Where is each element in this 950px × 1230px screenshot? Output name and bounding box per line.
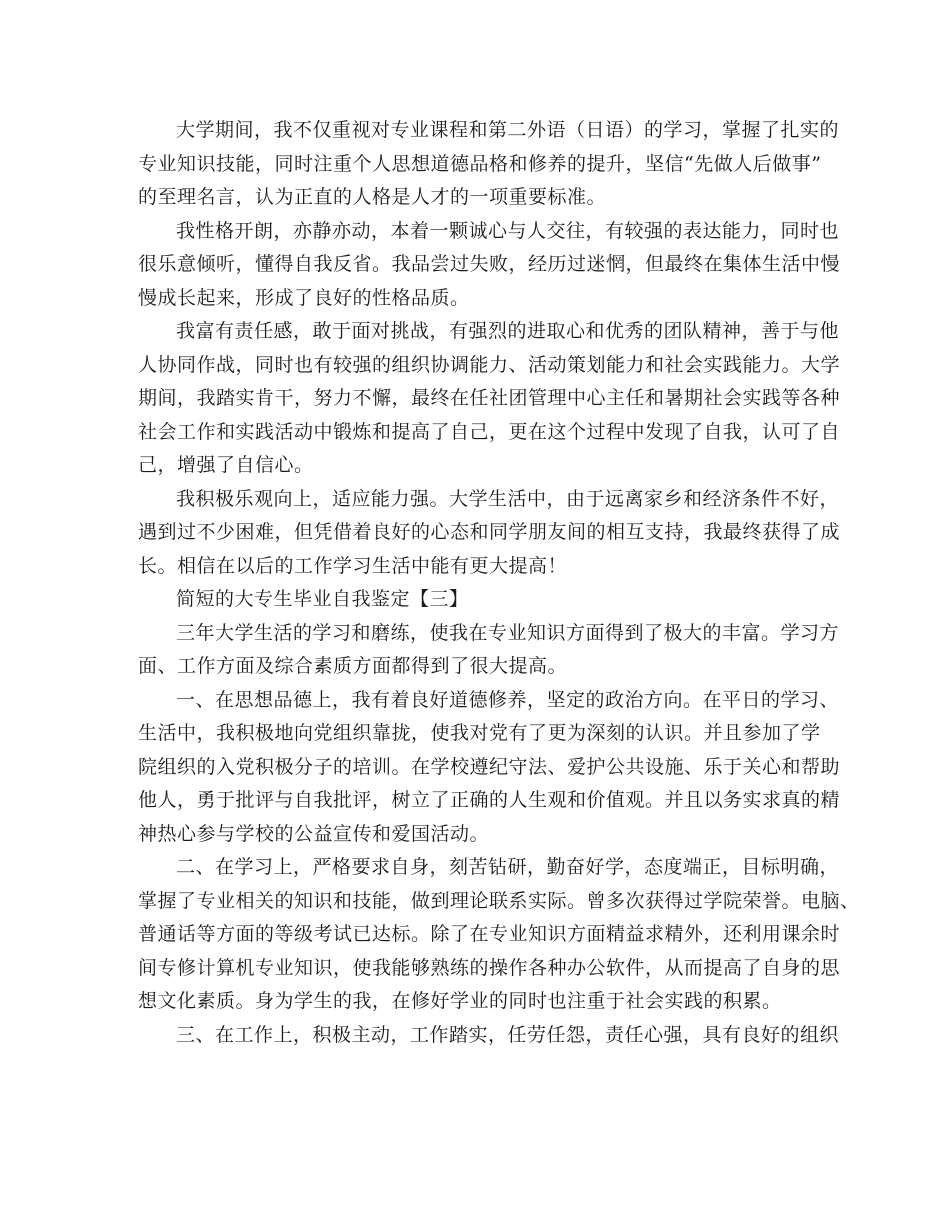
text-line: 的至理名言，认为正直的人格是人才的一项重要标准。 [138,186,607,208]
text-line: 慢成长起来，形成了良好的性格品质。 [138,286,470,309]
text-line: 院组织的入党积极分子的培训。在学校遵纪守法、爱护公共设施、乐于关心和帮助 [138,755,841,778]
text-line: 社会工作和实践活动中锻炼和提高了自己，更在这个过程中发现了自我，认可了自 [138,420,841,443]
section-heading: 简短的大专生毕业自我鉴定【三】 [176,588,469,610]
text-line: 他人，勇于批评与自我批评，树立了正确的人生观和价值观。并且以务实求真的精 [138,789,841,811]
text-line: 想文化素质。身为学生的我，在修好学业的同时也注重于社会实践的积累。 [138,990,782,1012]
text-line: 掌握了专业相关的知识和技能，做到理论联系实际。曾多次获得过学院荣誉。电脑、 [138,889,860,912]
text-line: 期间，我踏实肯干，努力不懈，最终在任社团管理中心主任和暑期社会实践等各种 [138,387,841,409]
text-line: 长。相信在以后的工作学习生活中能有更大提高！ [138,554,568,577]
text-line: 我富有责任感，敢于面对挑战，有强烈的进取心和优秀的团队精神，善于与他 [176,320,840,342]
text-line: 一、在思想品德上，我有着良好道德修养，坚定的政治方向。在平日的学习、 [176,688,840,711]
text-line: 我性格开朗，亦静亦动，本着一颗诚心与人交往，有较强的表达能力，同时也 [176,219,840,242]
text-line: 我积极乐观向上，适应能力强。大学生活中，由于远离家乡和经济条件不好， [176,487,840,510]
text-line: 普通话等方面的等级考试已达标。除了在专业知识方面精益求精外，还利用课余时 [138,923,841,945]
text-line: 面、工作方面及综合素质方面都得到了很大提高。 [138,655,568,677]
text-line: 己，增强了自信心。 [138,454,314,476]
text-line: 三年大学生活的学习和磨练，使我在专业知识方面得到了极大的丰富。学习方 [176,621,840,644]
document-body [138,114,860,1052]
text-line: 遇到过不少困难，但凭借着良好的心态和同学朋友间的相互支持，我最终获得了成 [138,521,841,543]
text-line: 生活中，我积极地向党组织靠拢，使我对党有了更为深刻的认识。并且参加了学 [138,722,821,744]
text-line: 人协同作战，同时也有较强的组织协调能力、活动策划能力和社会实践能力。大学 [138,353,841,376]
text-line: 神热心参与学校的公益宣传和爱国活动。 [138,822,490,845]
text-line: 二、在学习上，严格要求自身，刻苦钻研，勤奋好学，态度端正，目标明确， [176,856,840,878]
text-line: 三、在工作上，积极主动，工作踏实，任劳任怨，责任心强，具有良好的组织 [176,1023,840,1046]
text-line: 大学期间，我不仅重视对专业课程和第二外语（日语）的学习，掌握了扎实的 [176,119,840,141]
text-line: 间专修计算机专业知识，使我能够熟练的操作各种办公软件，从而提高了自身的思 [138,956,841,979]
text-line: 很乐意倾听，懂得自我反省。我品尝过失败，经历过迷惘，但最终在集体生活中慢 [138,253,841,275]
text-line: 专业知识技能，同时注重个人思想道德品格和修养的提升，坚信“先做人后做事” [138,152,822,175]
